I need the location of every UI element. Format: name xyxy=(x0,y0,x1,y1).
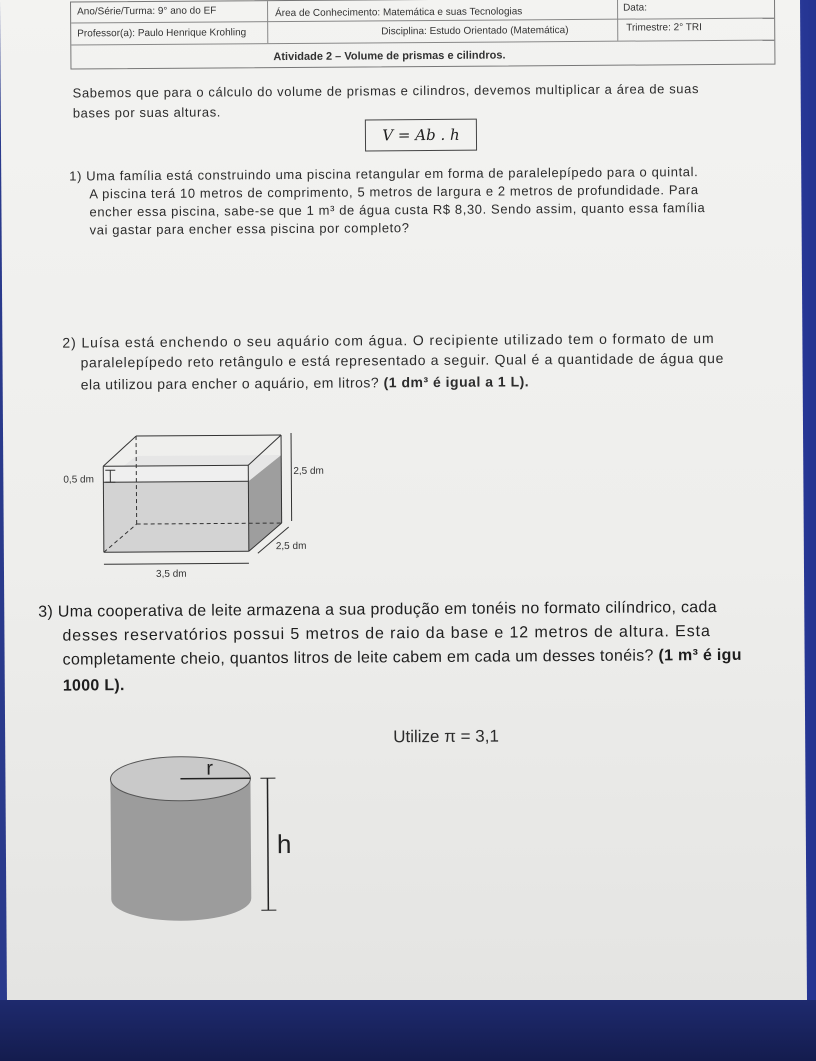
intro-line-2: bases por suas alturas. xyxy=(72,104,222,121)
q3-question: completamente cheio, quantos litros de leite cabem em cada um desses tonéis? xyxy=(62,647,659,669)
q3-line-2: desses reservatórios possui 5 metros de raio da base e 12 metros de altura. Esta xyxy=(62,623,711,645)
q1-line-1: 1) Uma família está construindo uma piscina retangular em forma de paralelepípedo para o quintal. xyxy=(69,164,699,184)
volume-formula xyxy=(365,119,477,152)
q2-line-2: paralelepípedo reto retângulo e está representado a seguir. Qual é a quantidade de água que xyxy=(80,349,725,371)
atividade-title: Atividade 2 – Volume de prismas e cilindros. xyxy=(273,49,506,64)
pi-note: Utilize π = 3,1 xyxy=(393,726,499,747)
q3-conversion-note: (1 m³ é igu xyxy=(658,646,742,665)
aquarium-diagram xyxy=(43,423,354,590)
formula-text: V = Ab . h xyxy=(382,125,460,145)
height-label: h xyxy=(276,828,292,860)
dim-length-label: 3,5 dm xyxy=(155,568,187,580)
aquarium-water-front xyxy=(103,481,248,552)
q3-line-1: 3) Uma cooperativa de leite armazena a sua produção em tonéis no formato cilíndrico, cada xyxy=(38,599,717,621)
radius-label: r xyxy=(206,757,214,780)
dim-depth-label: 2,5 dm xyxy=(275,540,307,553)
header-table xyxy=(70,0,775,70)
intro-line-1: Sabemos que para o cálculo do volume de prismas e cilindros, devemos multiplicar a área de suas xyxy=(72,81,700,101)
q1-line-3: encher essa piscina, sabe-se que 1 m³ de água custa R$ 8,30. Sendo assim, quanto essa família xyxy=(89,200,706,220)
background-bottom-edge xyxy=(0,1000,816,1061)
q1-line-2: A piscina terá 10 metros de comprimento, 5 metros de largura e 2 metros de profundidade. Para xyxy=(89,182,699,202)
ano-serie-label: Ano/Série/Turma: 9° ano do EF xyxy=(77,5,217,18)
q3-line-4: 1000 L). xyxy=(62,677,125,695)
q2-conversion-note: (1 dm³ é igual a 1 L). xyxy=(383,373,530,391)
data-label: Data: xyxy=(623,2,648,14)
cylinder-diagram xyxy=(100,748,311,939)
area-conhecimento-label: Área de Conhecimento: Matemática e suas Tecnologias xyxy=(275,6,523,20)
q3-line-3 xyxy=(63,647,742,670)
q2-question: ela utilizou para encher o aquário, em litros? xyxy=(80,374,384,393)
q2-line-3 xyxy=(81,373,530,393)
aquarium-empty-front xyxy=(103,465,248,482)
height-line xyxy=(267,778,268,910)
dim-height-label: 2,5 dm xyxy=(293,465,324,477)
q1-line-4: vai gastar para encher essa piscina por completo? xyxy=(89,220,410,238)
professor-label: Professor(a): Paulo Henrique Krohling xyxy=(77,27,247,40)
q2-line-1: 2) Luísa está enchendo o seu aquário com água. O recipiente utilizado tem o formato de um xyxy=(62,330,715,351)
dim-water-label: 0,5 dm xyxy=(63,474,94,486)
trimestre-label: Trimestre: 2° TRI xyxy=(626,22,702,34)
disciplina-label: Disciplina: Estudo Orientado (Matemática) xyxy=(381,25,569,38)
